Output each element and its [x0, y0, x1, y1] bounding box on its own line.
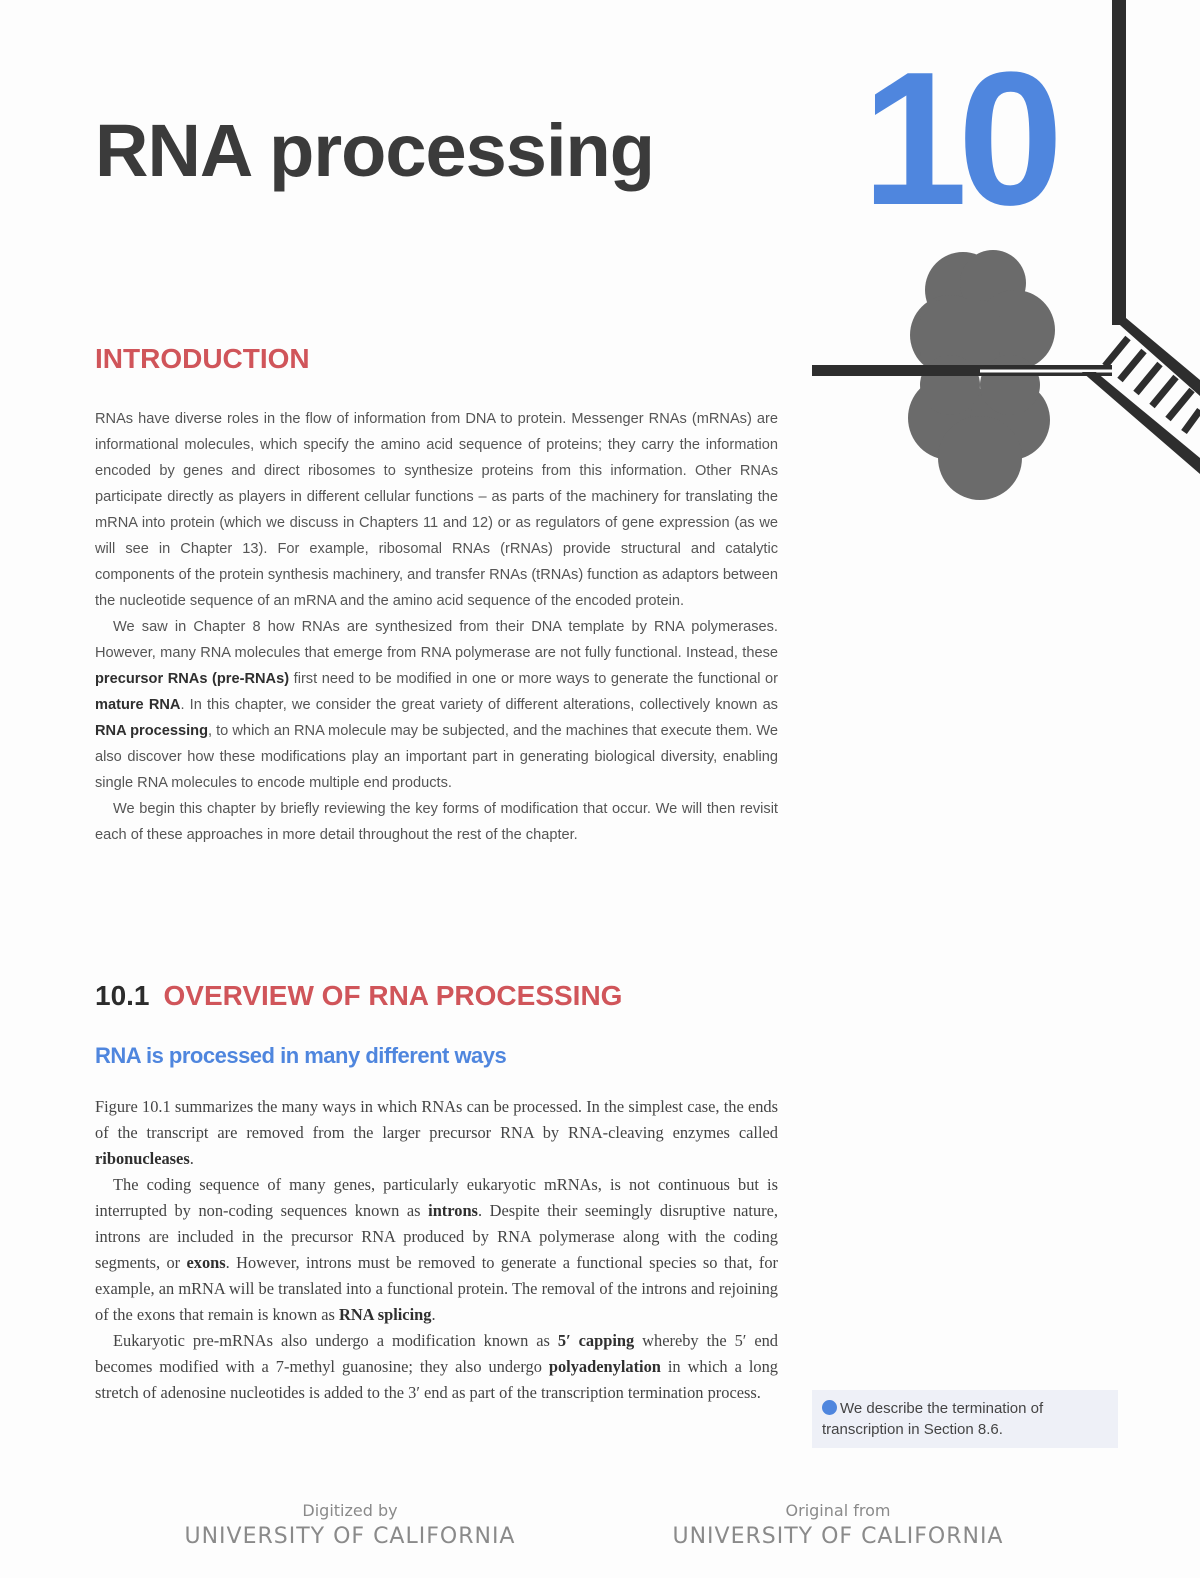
ribosome-illustration [800, 0, 1200, 520]
paragraph: We saw in Chapter 8 how RNAs are synthesized from their DNA template by RNA polymerases. However, many RNA molecules that emerge from RNA polymerase are not fully functional. Instead, these precursor RNAs (pre-RNAs) first need to be modified in one or more ways to generate the functional or mature RNA. In this chapter, we consider the great variety of different alterations, collectively known as RNA processing, to which an RNA molecule may be subjected, and the machines that execute them. We also discover how these modifications play an important part in generating biological diversity, enabling single RNA molecules to encode multiple end products. [95, 619, 779, 791]
paragraph: Eukaryotic pre-mRNAs also undergo a modification known as 5′ capping whereby the 5′ end becomes modified with a 7-methyl guanosine; they also undergo polyadenylation in which a long stretch of adenosine nucleotides is added to the 3′ end as part of the transcription termination process. [95, 1331, 778, 1402]
section-number: 10.1 [95, 980, 150, 1011]
paragraph: The coding sequence of many genes, particularly eukaryotic mRNAs, is not continuous but is interrupted by non-coding sequences known as introns. Despite their seemingly disruptive nature, introns are included in the precursor RNA produced by RNA polymerase along with the coding segments, or exons. However, introns must be removed to generate a functional species so that, for example, an mRNA will be translated into a functional protein. The removal of the introns and rejoining of the exons that remain is known as RNA splicing. [95, 1175, 778, 1324]
margin-note-text: We describe the termination of transcription in Section 8.6. [822, 1400, 1044, 1438]
section-heading [95, 980, 622, 1012]
paragraph: Figure 10.1 summarizes the many ways in which RNAs can be processed. In the simplest case, the ends of the transcript are removed from the larger precursor RNA by RNA-cleaving enzymes called ribonucleases. [95, 1097, 778, 1168]
footer-digitized [90, 1500, 610, 1552]
footer-original [578, 1500, 1098, 1552]
ribosome-subunit-large [910, 250, 1055, 375]
footer-right-big: UNIVERSITY OF CALIFORNIA [672, 1524, 1004, 1549]
introduction-body [95, 406, 778, 848]
margin-note [812, 1390, 1118, 1448]
divider-bar [1112, 0, 1126, 325]
footer-right-small: Original from [785, 1501, 891, 1520]
paragraph: RNAs have diverse roles in the flow of information from DNA to protein. Messenger RNAs (mRNAs) are informational molecules, which specify the amino acid sequence of proteins; they carry the information encoded by genes and direct ribosomes to synthesize proteins from this information. Other RNAs participate directly as players in different cellular functions – as parts of the machinery for translating the mRNA into protein (which we discuss in Chapters 11 and 12) or as regulators of gene expression (as we will see in Chapter 13). For example, ribosomal RNAs (rRNAs) provide structural and catalytic components of the protein synthesis machinery, and transfer RNAs (tRNAs) function as adaptors between the nucleotide sequence of an mRNA and the amino acid sequence of the encoded protein. [95, 411, 778, 609]
section-title: OVERVIEW OF RNA PROCESSING [163, 980, 623, 1011]
chapter-title: RNA processing [95, 109, 654, 192]
footer-left-big: UNIVERSITY OF CALIFORNIA [184, 1524, 516, 1549]
introduction-heading: INTRODUCTION [95, 343, 310, 374]
paragraph: We begin this chapter by briefly reviewing the key forms of modification that occur. We will then revisit each of these approaches in more detail throughout the rest of the chapter. [95, 801, 778, 843]
ribosome-subunit-small [908, 355, 1050, 500]
cross-reference-icon [822, 1400, 837, 1415]
footer-left-small: Digitized by [302, 1501, 398, 1520]
subsection-heading: RNA is processed in many different ways [95, 1043, 507, 1068]
dna-ladder [1082, 318, 1200, 474]
chapter-number: 10 [862, 33, 1054, 245]
section-body [95, 1094, 778, 1406]
